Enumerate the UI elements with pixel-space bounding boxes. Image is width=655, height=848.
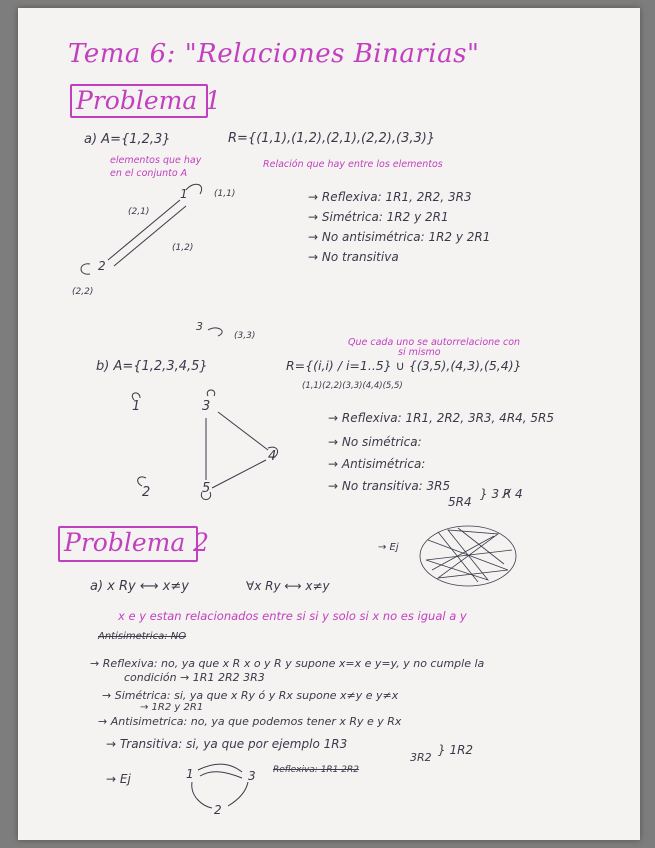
- p1b-prop-not-transitive-2: 5R4: [448, 495, 472, 509]
- p2-statement: a) x Ry ⟷ x≠y: [90, 579, 189, 594]
- p2-prop-symmetric: → Simétrica: si, ya que x Ry ó y Rx supone x≠y e y≠x: [102, 689, 399, 702]
- p1b-prop-reflexive: → Reflexiva: 1R1, 2R2, 3R3, 4R4, 5R5: [328, 411, 555, 425]
- p1a-loop-33: (3,3): [234, 331, 256, 341]
- p2-example-label: → Ej: [106, 772, 131, 786]
- p1a-relation-def: R={(1,1),(1,2),(2,1),(2,2),(3,3)}: [228, 131, 436, 146]
- p2-ex-node-1: 1: [186, 767, 194, 781]
- p1b-note-self-2: si mismo: [398, 347, 441, 358]
- p2-ex-node-2: 2: [214, 803, 222, 817]
- p1b-node-3: 3: [202, 399, 211, 414]
- p1b-prop-not-symmetric: → No simétrica:: [328, 435, 422, 449]
- p1b-transitive-result: } 3 R̸ 4: [480, 487, 523, 501]
- p1a-loop-11: (1,1): [214, 189, 236, 199]
- p1a-note-relation: Relación que hay entre los elementos: [263, 159, 443, 170]
- p1a-node-3: 3: [196, 320, 203, 333]
- p1a-set-def: a) A={1,2,3}: [84, 132, 171, 147]
- p1b-node-1: 1: [132, 399, 141, 414]
- p1a-prop-symmetric: → Simétrica: 1R2 y 2R1: [308, 210, 449, 224]
- p1b-prop-not-transitive: → No transitiva: 3R5: [328, 479, 451, 493]
- p1a-node-2: 2: [98, 259, 106, 273]
- p1a-prop-antisymmetric: → No antisimétrica: 1R2 y 2R1: [308, 230, 491, 244]
- p2-ex-node-3: 3: [248, 769, 256, 783]
- p2-explanation: x e y estan relacionados entre si si y solo si x no es igual a y: [118, 609, 467, 623]
- p2-crossed-antisym: Antisimetrica: NO: [98, 631, 187, 642]
- p2-prop-transitive: → Transitiva: si, ya que por ejemplo 1R3: [106, 737, 348, 751]
- p1b-relation-def: R={(i,i) / i=1..5} ∪ {(3,5),(4,3),(5,4)}: [286, 358, 522, 373]
- problem1-heading: Problema 1: [76, 86, 222, 115]
- p1a-edge-12: (1,2): [172, 243, 194, 253]
- p1b-node-4: 4: [268, 449, 277, 464]
- p2-prop-transitive-result: } 1R2: [438, 743, 474, 757]
- p1a-prop-reflexive: → Reflexiva: 1R1, 2R2, 3R3: [308, 190, 472, 204]
- p1b-set-def: b) A={1,2,3,4,5}: [96, 359, 208, 374]
- page-title: Tema 6: "Relaciones Binarias": [68, 39, 480, 69]
- problem2-heading: Problema 2: [64, 528, 210, 557]
- p1a-node-1: 1: [180, 187, 188, 201]
- notebook-page: [18, 8, 640, 840]
- p1b-node-2: 2: [142, 485, 151, 500]
- p1a-loop-22: (2,2): [72, 287, 94, 297]
- p1b-relation-graph: [128, 388, 308, 508]
- p2-prop-symmetric-2: → 1R2 y 2R1: [140, 702, 204, 713]
- p2-prop-reflexive: → Reflexiva: no, ya que x R x o y R y supone x=x e y=y, y no cumple la: [90, 657, 485, 670]
- p2-statement-2: ∀x Ry ⟷ x≠y: [246, 579, 330, 593]
- p2-scribble-label: → Ej: [378, 542, 399, 553]
- p1b-pairs-note: (1,1)(2,2)(3,3)(4,4)(5,5): [302, 381, 403, 391]
- p2-prop-transitive-2: 3R2: [410, 751, 432, 764]
- p2-example-graph: [168, 760, 268, 820]
- p1a-prop-transitive: → No transitiva: [308, 250, 399, 264]
- p2-prop-antisymmetric: → Antisimetrica: no, ya que podemos tener x Ry e y Rx: [98, 715, 402, 728]
- p2-prop-reflexive-2: condición → 1R1 2R2 3R3: [124, 671, 265, 684]
- p1b-node-5: 5: [202, 481, 211, 496]
- p1b-prop-antisymmetric: → Antisimétrica:: [328, 457, 426, 471]
- p1a-relation-graph: [68, 178, 268, 348]
- p1a-note-elements: elementos que hay: [110, 155, 202, 166]
- p1a-note-elements-2: en el conjunto A: [110, 168, 188, 179]
- p1a-edge-21: (2,1): [128, 207, 150, 217]
- p2-scribble-graph: [378, 520, 538, 595]
- p2-example-crossed: Reflexiva: 1R1 2R2: [273, 765, 359, 775]
- p1b-note-self: Que cada uno se autorrelacione con: [348, 337, 521, 348]
